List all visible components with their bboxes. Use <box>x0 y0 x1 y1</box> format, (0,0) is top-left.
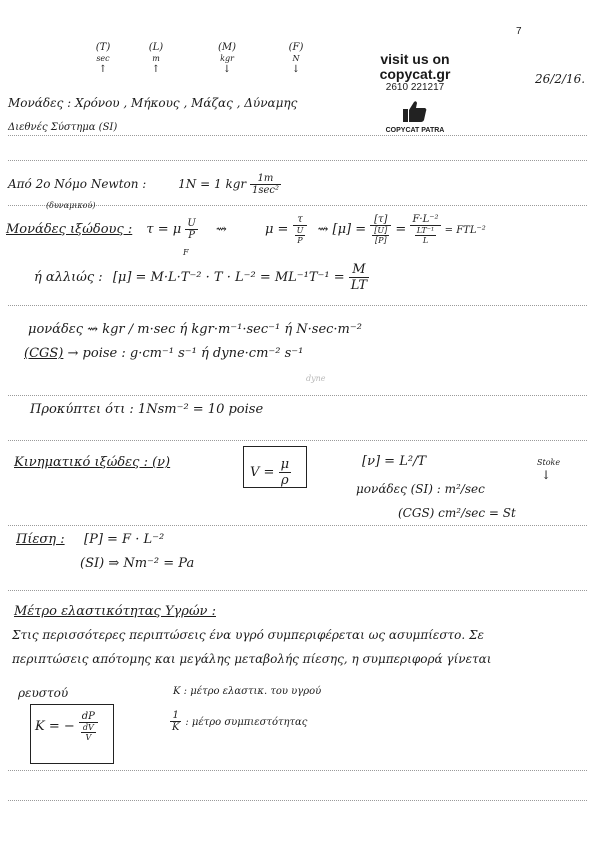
bulk-line-3: ρευστού <box>18 686 69 700</box>
newton-den: 1sec² <box>251 185 279 196</box>
frac1-den: P <box>188 230 195 241</box>
alt-expr: [μ] = M·L·T⁻² · T · L⁻² = ML⁻¹T⁻¹ = <box>112 270 345 285</box>
dim-length-unit: m <box>152 54 160 63</box>
dim-force: (F) N ↓ <box>288 42 304 75</box>
dim-time: (T) sec ↑ <box>95 42 111 75</box>
frac1-num: U <box>187 218 196 229</box>
ad-line-2: copycat.gr <box>379 66 451 82</box>
viscosity-frac2 <box>293 214 308 245</box>
page-number: 7 <box>516 26 522 37</box>
ruled-line <box>8 770 587 771</box>
ruled-line <box>8 590 587 591</box>
stoke-arrow: ↓ <box>541 468 552 482</box>
ruled-line <box>8 160 587 161</box>
ad-line-1: visit us on <box>380 51 450 67</box>
ad-brand: COPYCAT PATRA <box>385 127 445 134</box>
newton-fraction <box>250 173 281 196</box>
bulk-fraction <box>79 711 98 742</box>
bulk-heading: Μέτρο ελαστικότητας Υγρών : <box>14 604 216 619</box>
kinematic-dim: [ν] = L²/T <box>362 454 427 469</box>
dim-mass: (M) kgr ↓ <box>217 42 237 75</box>
thumbs-up-icon <box>402 99 428 123</box>
newton-line <box>8 173 281 196</box>
dim-length: (L) m ↑ <box>148 42 164 75</box>
dyn-note: (δυναμικού) <box>46 201 96 210</box>
poise-row: Προκύπτει ότι : 1Nsm⁻² = 10 poise <box>30 402 264 417</box>
kinematic-fraction <box>279 457 291 488</box>
kinematic-lhs: V = <box>250 465 275 480</box>
comp-den: K <box>172 722 180 733</box>
frac2-num: τ <box>293 214 308 226</box>
dim-time-symbol: (T) <box>95 42 111 53</box>
dim-mass-unit: kgr <box>220 54 234 63</box>
kinematic-heading: Κινηματικό ιξώδες : (ν) <box>14 455 171 470</box>
frac3-den-num: [U] <box>374 226 388 235</box>
cgs-row <box>24 346 303 361</box>
pressure-si: (SI) ⇒ Nm⁻² = Pa <box>80 556 195 571</box>
viscosity-eq3: [μ] = <box>332 222 367 237</box>
viscosity-frac4 <box>410 214 440 245</box>
stoke-note: Stoke <box>537 458 561 467</box>
dim-force-unit: N <box>292 54 300 63</box>
dim-length-symbol: (L) <box>148 42 164 53</box>
frac2-den-num: U <box>296 226 304 235</box>
copycat-ad <box>360 52 470 134</box>
frac4-num: F·L⁻² <box>412 214 439 225</box>
si-line: Διεθνές Σύστημα (SI) <box>8 122 118 133</box>
kinematic-formula <box>250 457 291 488</box>
bulk-k-def: K : μέτρο ελαστικ. του υγρού <box>173 686 322 697</box>
frac4-den-num: LT⁻¹ <box>416 226 435 235</box>
alt-fraction <box>349 262 369 293</box>
frac2-den-den: P <box>297 236 303 245</box>
viscosity-frac3 <box>370 214 391 245</box>
viscosity-eq1: τ = μ <box>146 222 182 237</box>
pressure-heading: Πίεση : <box>16 532 65 547</box>
viscosity-eq2: μ = <box>264 222 289 237</box>
frac1-under: F <box>183 248 189 257</box>
kinematic-num: μ <box>280 457 290 472</box>
viscosity-frac1 <box>185 218 197 241</box>
comp-text: : μέτρο συμπιεστότητας <box>185 717 308 728</box>
bulk-line-2: περιπτώσεις απότομης και μεγάλης μεταβολής πίεσης, η συμπεριφορά γίνεται <box>12 652 492 666</box>
frac4-den-den: L <box>422 236 429 245</box>
alt-num: M <box>349 262 369 278</box>
ruled-line <box>8 525 587 526</box>
viscosity-line: Μονάδες ιξώδους : τ = μ $\frac{U}{P}$ ⇝ μ = $\frac{\tau}{\frac{U}{P}}$ ⇝ [μ] = $\frac{[\tau]}{\frac{[U]}{[P]}}$ = $\frac{\text{F·L⁻²}}{\frac{\text{LT⁻¹}}{L}}$ = FTL⁻² <box>6 214 486 245</box>
alt-line <box>34 262 369 293</box>
kinematic-cgs: (CGS) cm²/sec = St <box>398 506 516 520</box>
bulk-den-num: dV <box>82 723 94 732</box>
date: 26/2/16. <box>535 72 586 86</box>
newton-num: 1m <box>250 173 281 185</box>
units-line: Μονάδες : Χρόνου , Μήκους , Μάζας , Δύναμης <box>8 96 298 110</box>
compressibility-row <box>170 710 307 733</box>
viscosity-heading: Μονάδες ιξώδους : <box>6 222 133 237</box>
newton-text: Από 2ο Νόμο Newton : <box>8 177 147 191</box>
cgs-text: → poise : g·cm⁻¹ s⁻¹ ή dyne·cm⁻² s⁻¹ <box>67 346 304 361</box>
frac3-den-den: [P] <box>374 236 387 245</box>
bulk-lhs: K = − <box>35 719 75 734</box>
kinematic-den: ρ <box>280 473 289 488</box>
compressibility-fraction <box>170 710 181 733</box>
bulk-line-1: Στις περισσότερες περιπτώσεις ένα υγρό συμπεριφέρεται ως ασυμπίεστο. Σε <box>12 628 484 642</box>
bulk-box <box>30 704 114 764</box>
bulk-formula <box>35 711 98 742</box>
dim-force-symbol: (F) <box>288 42 304 53</box>
frac3-num: [τ] <box>370 214 391 226</box>
alt-label: ή αλλιώς : <box>34 270 103 285</box>
kinematic-box <box>243 446 307 488</box>
ruled-line <box>8 395 587 396</box>
cgs-note: dyne <box>306 374 326 383</box>
ruled-line <box>8 800 587 801</box>
ruled-line <box>8 305 587 306</box>
dim-mass-symbol: (M) <box>217 42 237 53</box>
dim-time-unit: sec <box>96 54 110 63</box>
ruled-line <box>8 440 587 441</box>
viscosity-arrow: ⇝ <box>215 222 227 237</box>
viscosity-arrow-2: ⇝ <box>317 222 329 237</box>
cgs-label: (CGS) <box>24 346 64 361</box>
viscosity-eq4-tail: = FTL⁻² <box>444 225 486 236</box>
newton-eq: 1N = 1 kgr <box>178 177 247 191</box>
bulk-den-den: V <box>85 733 92 742</box>
ad-phone: 2610 221217 <box>385 82 445 93</box>
comp-num: 1 <box>170 710 181 722</box>
alt-den: LT <box>350 278 368 293</box>
kinematic-si: μονάδες (SI) : m²/sec <box>356 482 485 496</box>
pressure-dim: [P] = F · L⁻² <box>84 532 165 547</box>
ruled-line <box>8 135 587 136</box>
units-row: μονάδες ⇝ kgr / m·sec ή kgr·m⁻¹·sec⁻¹ ή N·sec·m⁻² <box>28 322 362 337</box>
bulk-num: dP <box>79 711 98 723</box>
